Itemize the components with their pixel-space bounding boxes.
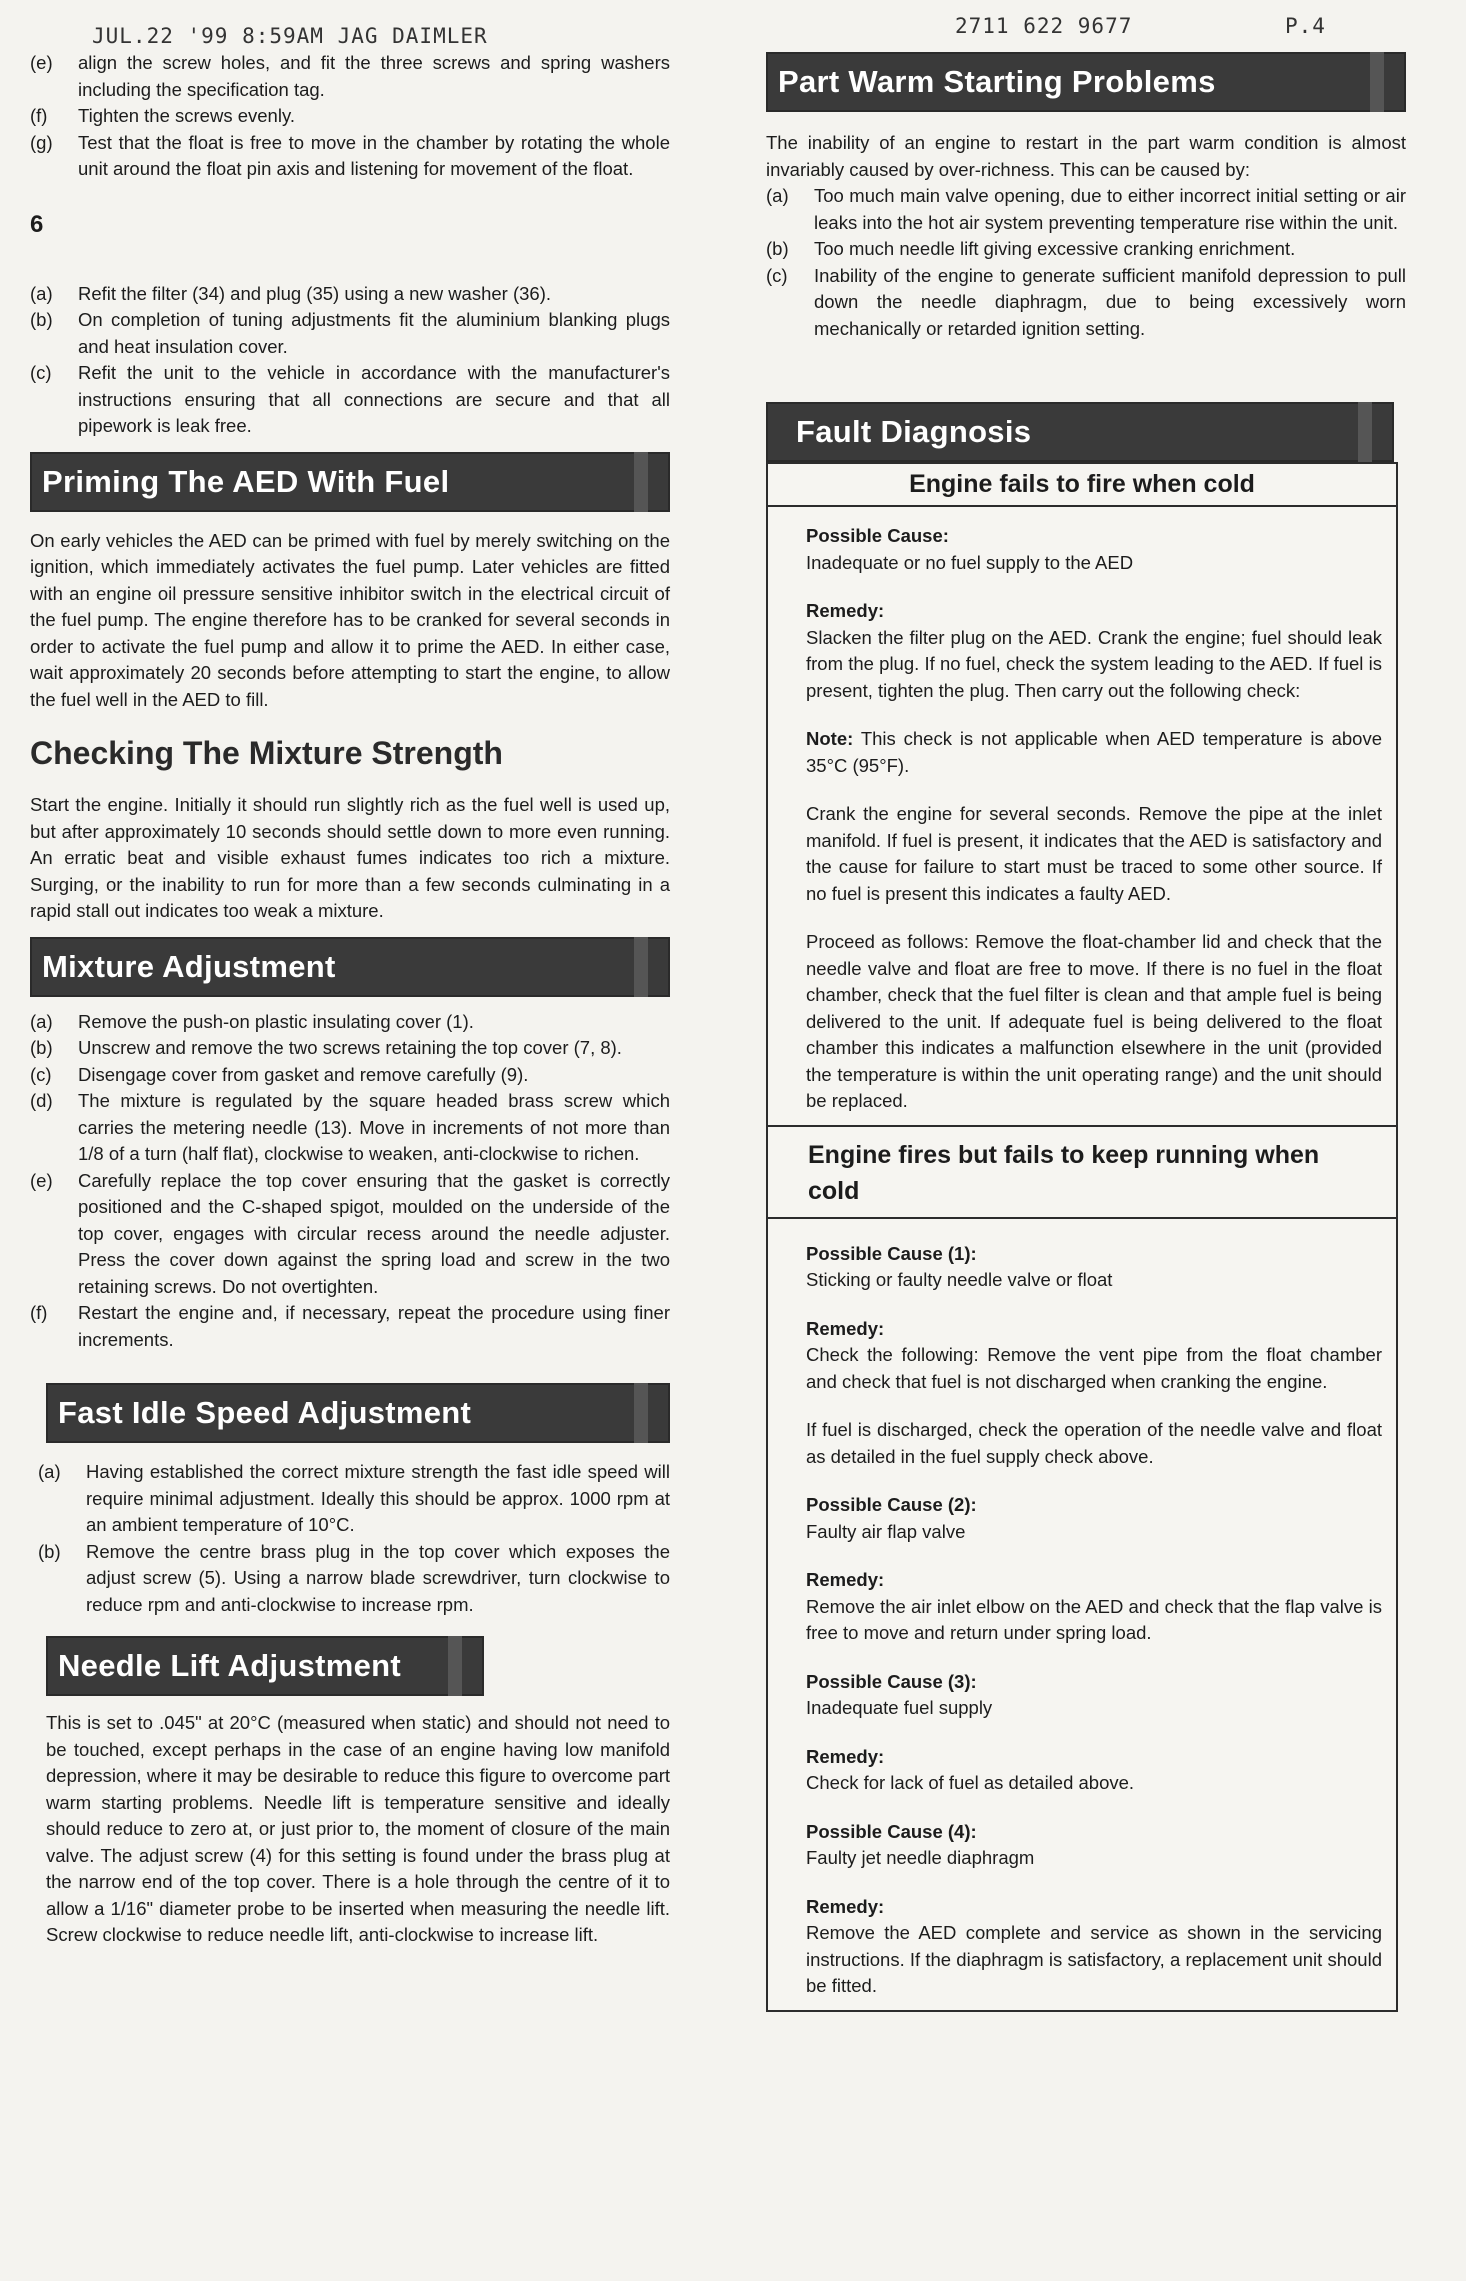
list-item: (a) Too much main valve opening, due to either incorrect initial setting or air leaks into the hot air system preventing temperature rise within the unit. — [766, 185, 1406, 233]
step-number: 6 — [30, 210, 44, 238]
fault-heading-fails-to-fire: Engine fails to fire when cold — [768, 464, 1396, 507]
remedy-text: Check for lack of fuel as detailed above. — [806, 1772, 1135, 1793]
proceed-text: Proceed as follows: Remove the float-chamber lid and check that the needle valve and float are free to move. If there is no fuel in the float chamber, check that the fuel filter is clean and that ample fuel is being delivered to the unit. If adequate fuel is being delivered to the float chamber this indicates a malfunction elsewhere in the unit (provided the temperature is within the unit operating range) and the unit should be replaced. — [806, 931, 1382, 1111]
list-item: (b) Unscrew and remove the two screws retaining the top cover (7, 8). — [30, 1037, 622, 1058]
cause-text: Inadequate fuel supply — [806, 1697, 993, 1718]
remedy-label: Remedy: — [806, 1745, 885, 1767]
mixture-steps-list — [30, 1009, 670, 1354]
cause-label: Possible Cause (4): — [806, 1820, 977, 1842]
remedy-label: Remedy: — [806, 1569, 885, 1590]
remedy-text: Check the following: Remove the vent pipe from the float chamber and check that fuel is not discharged when cranking the engine. — [806, 1344, 1382, 1392]
cause-text: Faulty jet needle diaphragm — [806, 1847, 1035, 1868]
priming-section-title: Priming The AED With Fuel — [30, 452, 670, 512]
fax-header-number: 2711 622 9677 — [955, 14, 1133, 38]
fault-diagnosis-table — [766, 462, 1398, 2012]
list-item: (d) The mixture is regulated by the square headed brass screw which carries the metering needle (13). Move in increments of not more than 1/8 of a turn (half flat), clockwise to weaken, anti-clockwise to richen. — [30, 1090, 670, 1164]
intro-steps-list — [30, 50, 670, 183]
list-item: (b) Too much needle lift giving excessive cranking enrichment. — [766, 238, 1296, 259]
list-item: (a) Refit the filter (34) and plug (35) using a new washer (36). — [30, 282, 552, 304]
list-item: (g) Test that the float is free to move in the chamber by rotating the whole unit around the float pin axis and listening for movement of the float. — [30, 131, 670, 179]
remedy-extra-text: If fuel is discharged, check the operation of the needle valve and float as detailed in the fuel supply check above. — [806, 1419, 1382, 1467]
fault-2-body — [768, 1219, 1396, 2010]
note-text: This check is not applicable when AED temperature is above 35°C (95°F). — [806, 728, 1382, 776]
fast-idle-section-title: Fast Idle Speed Adjustment — [46, 1383, 670, 1443]
fast-idle-steps-list — [38, 1459, 670, 1618]
needle-lift-section-title: Needle Lift Adjustment — [46, 1636, 484, 1696]
part-warm-causes-list — [766, 183, 1406, 342]
remedy-text: Remove the AED complete and service as shown in the servicing instructions. If the diaphragm is satisfactory, a replacement unit should be fitted. — [806, 1922, 1382, 1996]
list-item: (c) Disengage cover from gasket and remove carefully (9). — [30, 1063, 529, 1085]
step6-list — [30, 281, 670, 440]
list-item: (b) Remove the centre brass plug in the top cover which exposes the adjust screw (5). Using a narrow blade screwdriver, turn clockwise to reduce rpm and anti-clockwise to increase rpm. — [38, 1540, 670, 1615]
remedy-text: Slacken the filter plug on the AED. Crank the engine; fuel should leak from the plug. If no fuel, check the system leading to the AED. If fuel is present, tighten the plug. Then carry out the following check: — [806, 626, 1382, 701]
cause-text: Sticking or faulty needle valve or float — [806, 1269, 1113, 1290]
fault-diagnosis-section-title: Fault Diagnosis — [766, 402, 1394, 462]
checking-section-title: Checking The Mixture Strength — [30, 735, 503, 771]
priming-text: On early vehicles the AED can be primed with fuel by merely switching on the ignition, which immediately activates the fuel pump. Later vehicles are fitted with an engine oil pressure sensitive inhibitor switch in the electrical circuit of the fuel pump. The engine therefore has to be cranked for several seconds in order to activate the fuel pump and allow it to prime the AED. In either case, wait approximately 20 seconds before attempting to start the engine, to allow the fuel well in the AED to fill. — [30, 529, 670, 710]
cause-text: Faulty air flap valve — [806, 1520, 966, 1542]
fax-page-number: P.4 — [1285, 14, 1326, 38]
mixture-section-title: Mixture Adjustment — [30, 937, 670, 997]
checking-text: Start the engine. Initially it should run slightly rich as the fuel well is used up, but after approximately 10 seconds should settle down to more even running. An erratic beat and visible exhaust fumes indicates too rich a mixture. Surging, or the inability to run for more than a few seconds culminating in a rapid stall out indicates too weak a mixture. — [30, 794, 670, 921]
cause-text: Inadequate or no fuel supply to the AED — [806, 551, 1134, 573]
list-item: (f) Restart the engine and, if necessary, repeat the procedure using finer increments. — [30, 1302, 670, 1350]
cause-label: Possible Cause (1): — [806, 1242, 977, 1264]
fax-header-left: JUL.22 '99 8:59AM JAG DAIMLER — [92, 24, 488, 48]
right-column — [766, 18, 1406, 2012]
fault-1-body — [768, 507, 1396, 1125]
list-item: (f) Tighten the screws evenly. — [30, 105, 295, 126]
remedy-text: Remove the air inlet elbow on the AED and check that the flap valve is free to move and return under spring load. — [806, 1595, 1382, 1643]
needle-lift-text: This is set to .045" at 20°C (measured when static) and should not need to be touched, except perhaps in the case of an engine having low manifold depression, where it may be desirable to reduce this figure to overcome part warm starting problems. Needle lift is temperature sensitive and ideally should reduce to zero at, or just prior to, the moment of closure of the main valve. The adjust screw (4) for this setting is found under the brass plug at the narrow end of the top cover. There is a hole through the centre of it to allow a 1/16" diameter probe to be inserted when measuring the needle lift. Screw clockwise to reduce needle lift, anti-clockwise to increase lift. — [46, 1712, 670, 1945]
list-item: (b) On completion of tuning adjustments fit the aluminium blanking plugs and heat insulation cover. — [30, 309, 670, 357]
list-item: (c) Refit the unit to the vehicle in accordance with the manufacturer's instructions ensuring that all connections are secure and that all pipework is leak free. — [30, 362, 670, 436]
remedy-label: Remedy: — [806, 1317, 885, 1339]
left-column — [30, 28, 670, 1949]
list-item: (c) Inability of the engine to generate sufficient manifold depression to pull down the needle diaphragm, due to being excessively worn mechanically or retarded ignition setting. — [766, 264, 1406, 339]
part-warm-section-title: Part Warm Starting Problems — [766, 52, 1406, 112]
part-warm-text: The inability of an engine to restart in the part warm condition is almost invariably caused by over-richness. This can be caused by: — [766, 132, 1406, 180]
remedy-label: Remedy: — [806, 600, 885, 621]
list-item: (a) Having established the correct mixture strength the fast idle speed will require minimal adjustment. Ideally this should be approx. 1000 rpm at an ambient temperature of 10°C. — [38, 1461, 670, 1535]
list-item: (a) Remove the push-on plastic insulating cover (1). — [30, 1010, 474, 1032]
crank-check-text: Crank the engine for several seconds. Remove the pipe at the inlet manifold. If fuel is present, it indicates that the AED is satisfactory and the cause for failure to start must be traced to some other source. If no fuel is present this indicates a faulty AED. — [806, 803, 1382, 904]
cause-label: Possible Cause: — [806, 525, 949, 546]
cause-label: Possible Cause (3): — [806, 1670, 977, 1692]
list-item: (e) align the screw holes, and fit the three screws and spring washers including the specification tag. — [30, 52, 670, 100]
cause-label: Possible Cause (2): — [806, 1494, 977, 1515]
note-label: Note: — [806, 728, 854, 749]
list-item: (e) Carefully replace the top cover ensuring that the gasket is correctly positioned and the C-shaped spigot, moulded on the underside of the top cover, engages with circular recess around the needle adjuster. Press the cover down against the spring load and screw in the two retaining screws. Do not overtighten. — [30, 1169, 670, 1297]
remedy-label: Remedy: — [806, 1895, 885, 1917]
fault-heading-fails-to-keep-running: Engine fires but fails to keep running when cold — [768, 1125, 1396, 1219]
